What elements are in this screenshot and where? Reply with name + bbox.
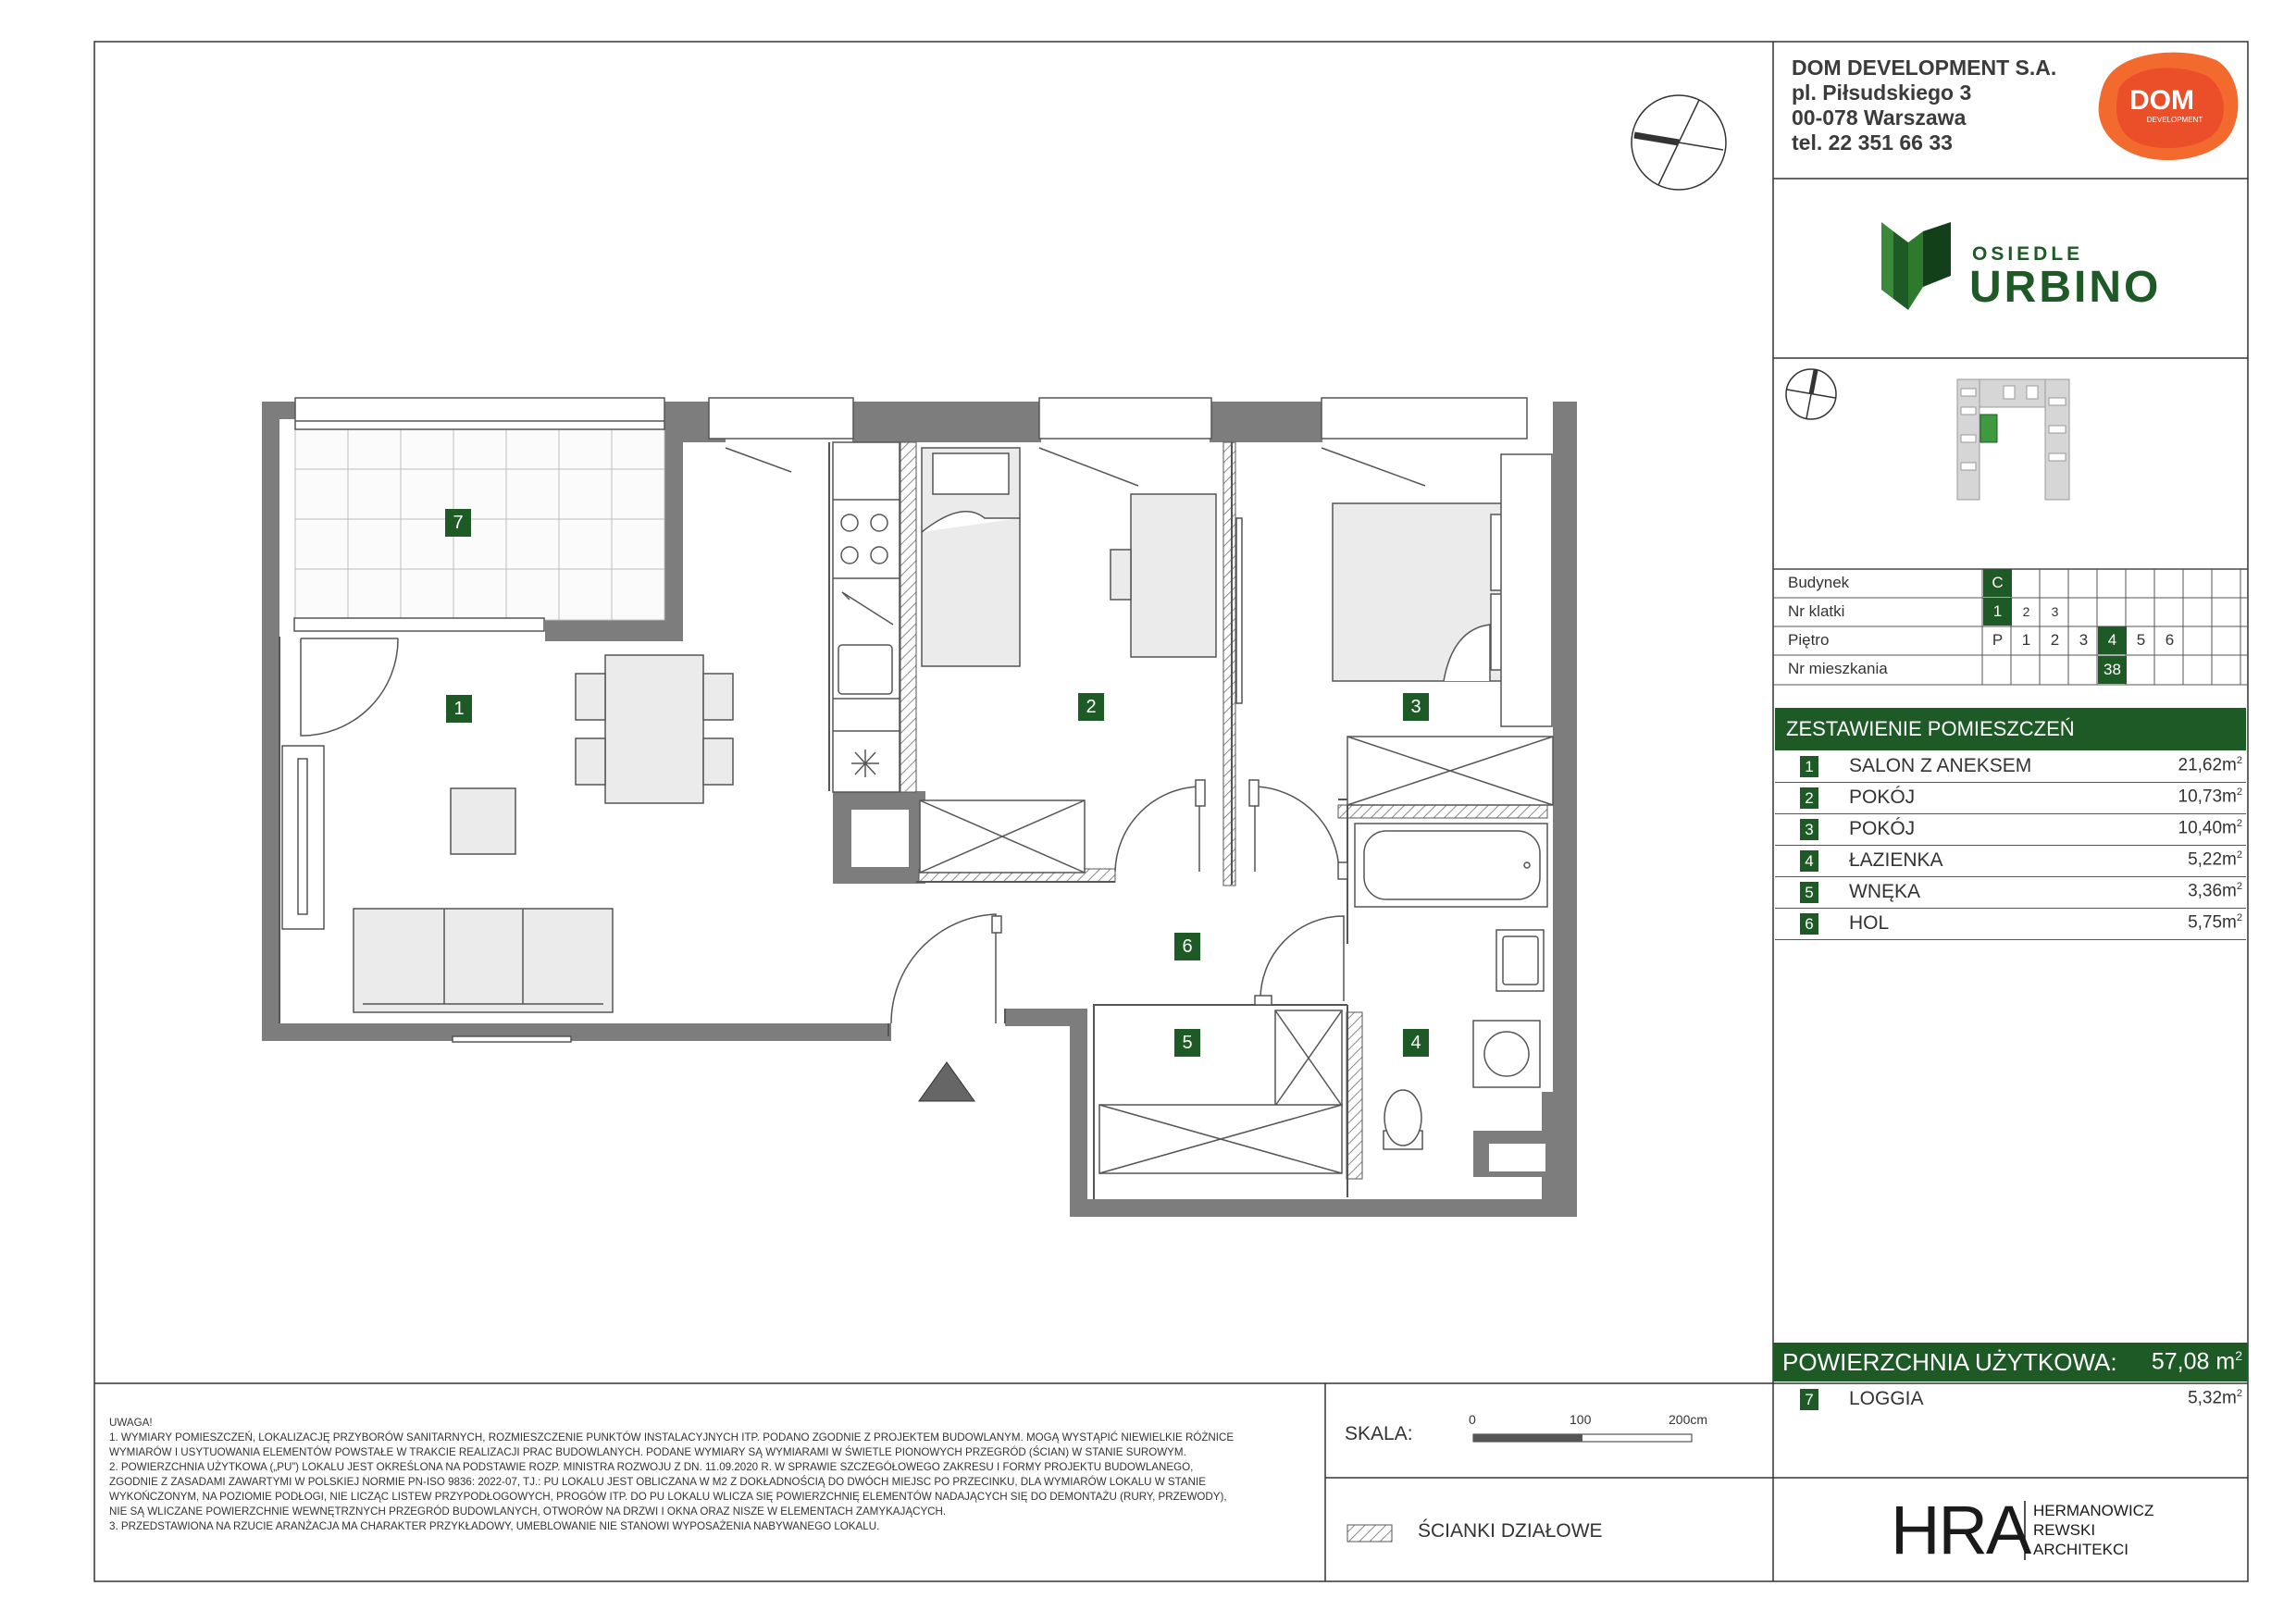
room3-furniture [1333, 454, 1553, 805]
architect-line: REWSKI [2033, 1521, 2096, 1539]
room-name: SALON Z ANEKSEM [1849, 755, 2032, 776]
kitchen-units [833, 442, 900, 792]
scale-tick: 100 [1570, 1412, 1592, 1427]
room-number: 2 [1800, 787, 1818, 809]
room-number: 7 [1800, 1389, 1818, 1410]
architect-name-block [2033, 1501, 2153, 1559]
building-label: Budynek [1788, 574, 1850, 591]
floor-option: 1 [2021, 631, 2031, 649]
room-area: $5,32m^2$ [2188, 1388, 2242, 1408]
room-number: 1 [1800, 756, 1818, 777]
total-area-value: 57,08 $m^2$ [2151, 1348, 2242, 1375]
notes-line: NIE SĄ WLICZANE POWIERZCHNIE WEWNĘTRZNYCH PRZEGRÓD BUDOWLANYCH, OTWORÓW NA DRZWI I OKNA ORAZ NISZE W ELEMENTACH ZAMYKAJĄCYCH. [109, 1505, 947, 1518]
apartment-number-label: Nr mieszkania [1788, 660, 1888, 677]
scale-label: SKALA: [1345, 1423, 1413, 1444]
room-row [1775, 876, 2246, 909]
total-area-bar [1773, 1343, 2248, 1381]
room-tag-living: 1 [446, 695, 472, 723]
logo-development-text: DEVELOPMENT [2146, 116, 2203, 124]
room-number: 5 [1800, 882, 1818, 903]
room-name: ŁAZIENKA [1849, 849, 1943, 871]
floor-label: Piętro [1788, 631, 1830, 649]
notes-line: WYKOŃCZONYM, NA POZIOMIE PODŁOGI, NIE LICZĄC LISTEW PRZYPODŁOGOWYCH, PROGÓW ITP. DO PU LOKALU WLICZA SIĘ POWIERZCHNIĘ ELEMENTÓW NADAJĄCYCH SIĘ DO DEMONTAŻU (RURY, PRZEWODY), [109, 1491, 1227, 1503]
room-name: LOGGIA [1849, 1388, 1924, 1409]
room-tag-bathroom: 4 [1403, 1029, 1429, 1057]
stairwell-label: Nr klatki [1788, 602, 1845, 620]
project-logo-top: OSIEDLE [1972, 243, 2084, 265]
loggia [295, 419, 664, 620]
room-tag-hall: 6 [1174, 933, 1200, 960]
room-area: $5,22m^2$ [2188, 849, 2242, 870]
room-tag-niche: 5 [1174, 1029, 1200, 1057]
key-plan-icon [1957, 379, 2069, 500]
floor-option-selected: 4 [2098, 626, 2127, 654]
room-row [1775, 908, 2246, 940]
notes-line: 2. POWIERZCHNIA UŻYTKOWA („PU”) LOKALU JEST OKREŚLONA NA PODSTAWIE ROZP. MINISTRA ROZWOJU Z DN. 11.09.2020 R. W SPRAWIE SZCZEGÓŁOWEGO ZAKRESU I FORMY PROJEKTU BUDOWLANEGO, [109, 1461, 1194, 1473]
legend-hatch-swatch [1347, 1525, 1392, 1542]
room-area: $5,75m^2$ [2188, 912, 2242, 933]
notes-line: UWAGA! [109, 1417, 153, 1429]
loggia-railing [295, 398, 664, 429]
room-name: WNĘKA [1849, 881, 1921, 902]
architect-line: ARCHITEKCI [2033, 1541, 2128, 1558]
entrance-arrow-icon [919, 1062, 974, 1101]
room-row [1775, 782, 2246, 814]
scale-tick: 200cm [1669, 1412, 1708, 1427]
scale-tick: 0 [1469, 1412, 1476, 1427]
project-logo-bottom: URBINO [1969, 263, 2162, 312]
company-street: pl. Piłsudskiego 3 [1792, 81, 1972, 105]
north-compass-icon [1632, 95, 1726, 190]
room-name: POKÓJ [1849, 818, 1916, 839]
room-number: 3 [1800, 819, 1818, 840]
room-name: POKÓJ [1849, 787, 1916, 808]
room-row [1775, 813, 2246, 846]
stairwell-option: 1 [1983, 598, 2012, 626]
room-tag-room3: 3 [1403, 693, 1429, 721]
urbino-logo-mark [1881, 222, 1951, 310]
notes-block [109, 1416, 1312, 1534]
room-row [1775, 750, 2246, 783]
room-area: $21,62m^2$ [2178, 755, 2242, 775]
notes-line: WYMIARÓW I USYTUOWANIA ELEMENTÓW POWSTAŁE W TRAKCIE REALIZACJI PRAC BUDOWLANYCH. PODANE WYMIARY SĄ WYMIARAMI W ŚWIETLE PIONOWYCH PRZEGRÓD (ŚCIAN) W STANIE SUROWYM. [109, 1446, 1186, 1458]
rooms-table-title: ZESTAWIENIE POMIESZCZEŃ [1775, 708, 2246, 750]
room-tag-room2: 2 [1078, 693, 1104, 721]
room-row [1775, 845, 2246, 877]
living-furniture [282, 655, 733, 1012]
company-phone: tel. 22 351 66 33 [1792, 130, 1953, 155]
legend-label: ŚCIANKI DZIAŁOWE [1418, 1520, 1603, 1542]
dom-development-logo [2099, 53, 2239, 160]
scale-bar [1473, 1434, 1692, 1442]
company-city: 00-078 Warszawa [1792, 105, 1967, 130]
architect-line: HERMANOWICZ [2033, 1502, 2154, 1519]
logo-dom-text: DOM [2129, 85, 2194, 116]
company-name: DOM DEVELOPMENT S.A. [1792, 56, 2057, 80]
floor-option: 3 [2079, 631, 2089, 649]
room-number: 6 [1800, 913, 1818, 935]
building-value: C [1983, 569, 2012, 597]
floor-option: 2 [2050, 631, 2060, 649]
floor-option: P [1992, 631, 2004, 649]
stairwell-option: 2 [2022, 604, 2030, 619]
room-number: 4 [1800, 850, 1818, 872]
floor-option: 5 [2136, 631, 2146, 649]
notes-line: 3. PRZEDSTAWIONA NA RZUCIE ARANŻACJA MA CHARAKTER PRZYKŁADOWY, UMEBLOWANIE NIE STANOWI WYPOSAŻENIA NABYWANEGO LOKALU. [109, 1520, 880, 1532]
floor-option: 6 [2165, 631, 2175, 649]
notes-line: 1. WYMIARY POMIESZCZEŃ, LOKALIZACJĘ PRZYBORÓW SANITARNYCH, ROZMIESZCZENIE PUNKTÓW INSTALACYJNYCH ITP. PODANO ZGODNIE Z PROJEKTEM BUDOWLANYM. MOGĄ WYSTĄPIĆ NIEWIELKIE RÓŻNICE [109, 1431, 1235, 1443]
room-area: $3,36m^2$ [2188, 881, 2242, 901]
apartment-number-value: 38 [2098, 656, 2127, 684]
notes-line: ZGODNIE Z ZASADAMI ZAWARTYMI W POLSKIEJ NORMIE PN-ISO 9836: 2022-07, TJ.: PU LOKALU JEST OBLICZANA W M2 Z DOKŁADNOŚCIĄ DO DWÓCH MIEJSC PO PRZECINKU, DLA WYMIARÓW LOKALU W STANIE [109, 1476, 1206, 1488]
company-address-block [1792, 56, 2056, 155]
room-area: $10,73m^2$ [2178, 787, 2242, 807]
architect-logo: HRA [1891, 1492, 2030, 1568]
small-compass-icon [1786, 369, 1836, 419]
loggia-row [1775, 1383, 2246, 1415]
bathroom-fixtures [1099, 824, 1547, 1173]
stairwell-option: 3 [2051, 604, 2059, 619]
total-area-label: POWIERZCHNIA UŻYTKOWA: [1782, 1348, 2117, 1376]
room-tag-loggia: 7 [445, 509, 471, 537]
room-name: HOL [1849, 912, 1890, 934]
room2-furniture [920, 448, 1242, 873]
room-area: $10,40m^2$ [2178, 818, 2242, 838]
